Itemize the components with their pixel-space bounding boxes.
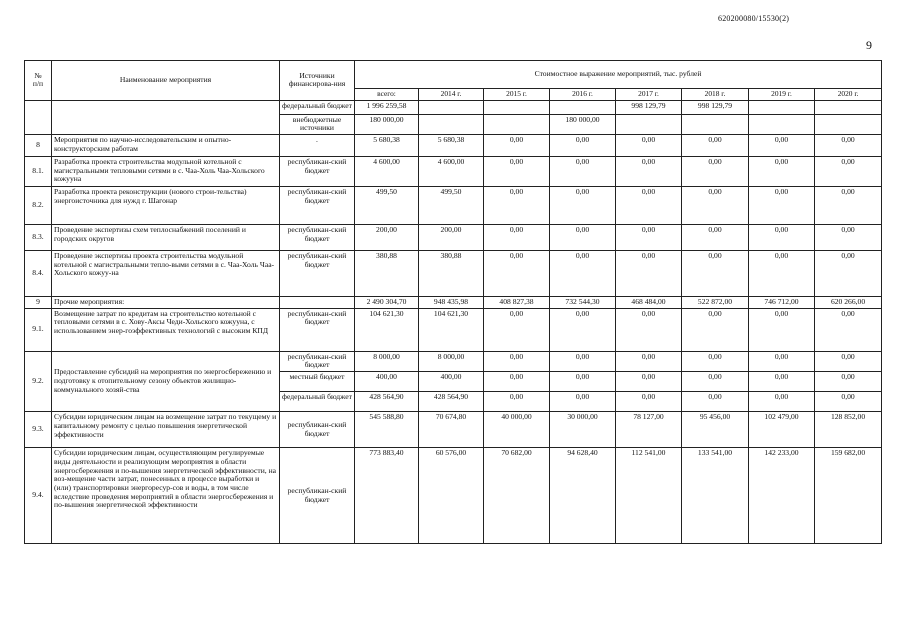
value-cell: 0,00: [815, 186, 882, 224]
value-cell: 0,00: [484, 224, 550, 250]
value-cell: 998 129,79: [616, 100, 682, 114]
value-cell: 128 852,00: [815, 412, 882, 448]
row-source: республикан-ский бюджет: [280, 448, 355, 544]
value-cell: 380,88: [419, 250, 484, 296]
value-cell: 102 479,00: [749, 412, 815, 448]
value-cell: 948 435,98: [419, 296, 484, 308]
table-row: [25, 156, 882, 186]
table-header-row: [25, 61, 882, 89]
value-cell: 746 712,00: [749, 296, 815, 308]
value-cell: 428 564,90: [419, 392, 484, 412]
value-cell: 545 588,80: [355, 412, 419, 448]
value-cell: 0,00: [682, 134, 749, 156]
row-source: республикан-ский бюджет: [280, 156, 355, 186]
value-cell: 200,00: [419, 224, 484, 250]
value-cell: 0,00: [749, 224, 815, 250]
table-row: [25, 224, 882, 250]
row-source: республикан-ский бюджет: [280, 186, 355, 224]
header-source: Источники финансирова-ния: [280, 61, 355, 101]
header-name: Наименование мероприятия: [52, 61, 280, 101]
row-num: 8.2.: [25, 186, 52, 224]
value-cell: 70 682,00: [484, 448, 550, 544]
value-cell: 0,00: [749, 351, 815, 371]
header-year-2017: 2017 г.: [616, 89, 682, 101]
value-cell: 0,00: [550, 351, 616, 371]
value-cell: 0,00: [749, 308, 815, 351]
value-cell: [419, 114, 484, 134]
header-year-2019: 2019 г.: [749, 89, 815, 101]
value-cell: 78 127,00: [616, 412, 682, 448]
value-cell: 1 996 259,58: [355, 100, 419, 114]
row-name: Проведение экспертизы схем теплоснабжений поселений и городских округов: [52, 224, 280, 250]
header-num: № п/п: [25, 61, 52, 101]
value-cell: 0,00: [682, 250, 749, 296]
row-name: Мероприятия по научно-исследовательским и опытно-конструкторским работам: [52, 134, 280, 156]
value-cell: 94 628,40: [550, 448, 616, 544]
value-cell: [419, 100, 484, 114]
value-cell: 0,00: [815, 134, 882, 156]
value-cell: 142 233,00: [749, 448, 815, 544]
value-cell: 0,00: [616, 308, 682, 351]
value-cell: 0,00: [749, 250, 815, 296]
table-row: [25, 186, 882, 224]
value-cell: 30 000,00: [550, 412, 616, 448]
value-cell: 400,00: [355, 372, 419, 392]
value-cell: 0,00: [815, 392, 882, 412]
value-cell: 0,00: [550, 392, 616, 412]
row-source: республикан-ский бюджет: [280, 308, 355, 351]
value-cell: 0,00: [682, 351, 749, 371]
value-cell: 0,00: [484, 392, 550, 412]
value-cell: 0,00: [616, 392, 682, 412]
value-cell: 0,00: [682, 372, 749, 392]
row-source: республикан-ский бюджет: [280, 224, 355, 250]
value-cell: 180 000,00: [355, 114, 419, 134]
value-cell: 0,00: [682, 224, 749, 250]
value-cell: 8 000,00: [355, 351, 419, 371]
value-cell: 104 621,30: [355, 308, 419, 351]
value-cell: 5 680,38: [355, 134, 419, 156]
row-num: 9: [25, 296, 52, 308]
row-num: 9.2.: [25, 351, 52, 411]
value-cell: 112 541,00: [616, 448, 682, 544]
row-source: федеральный бюджет: [280, 392, 355, 412]
value-cell: 0,00: [815, 351, 882, 371]
value-cell: 40 000,00: [484, 412, 550, 448]
table-row: [25, 296, 882, 308]
value-cell: 0,00: [749, 186, 815, 224]
value-cell: 133 541,00: [682, 448, 749, 544]
value-cell: [484, 100, 550, 114]
row-source: республикан-ский бюджет: [280, 351, 355, 371]
budget-table: [24, 60, 882, 544]
value-cell: 998 129,79: [682, 100, 749, 114]
value-cell: [749, 114, 815, 134]
value-cell: 0,00: [484, 372, 550, 392]
value-cell: 0,00: [484, 351, 550, 371]
value-cell: 0,00: [616, 186, 682, 224]
value-cell: 95 456,00: [682, 412, 749, 448]
value-cell: 0,00: [749, 134, 815, 156]
row-source: .: [280, 134, 355, 156]
value-cell: [815, 100, 882, 114]
value-cell: [616, 114, 682, 134]
page-number: 9: [866, 38, 872, 52]
row-name: Субсидии юридическим лицам, осуществляющим регулируемые виды деятельности и реализующим мероприятия в области энергосбережения и по-вышения энергетической эффективности, на воз-мещение части затрат, понесенных в процессе выработки и (или) транспортировки энергоресур-сов и воды, в том числе вследствие проведения мероприятий в области энергосбережения и по-вышения энергетической эффективности: [52, 448, 280, 544]
row-num: 8: [25, 134, 52, 156]
value-cell: 0,00: [616, 351, 682, 371]
row-name: Проведение экспертизы проекта строительства модульной котельной с магистральными тепло-выми сетями в с. Чаа-Холь Чаа-Хольского кожуу-на: [52, 250, 280, 296]
value-cell: 0,00: [749, 372, 815, 392]
header-year-2018: 2018 г.: [682, 89, 749, 101]
value-cell: 104 621,30: [419, 308, 484, 351]
row-name-cell: [52, 100, 280, 134]
table-row: [25, 250, 882, 296]
row-num: 9.4.: [25, 448, 52, 544]
value-cell: 0,00: [550, 224, 616, 250]
table-row: [25, 308, 882, 351]
value-cell: 60 576,00: [419, 448, 484, 544]
row-source: местный бюджет: [280, 372, 355, 392]
value-cell: 0,00: [815, 224, 882, 250]
row-source: внебюджетные источники: [280, 114, 355, 134]
value-cell: [749, 100, 815, 114]
row-num-cell: [25, 100, 52, 134]
value-cell: 0,00: [682, 308, 749, 351]
value-cell: 468 484,00: [616, 296, 682, 308]
value-cell: 0,00: [616, 134, 682, 156]
value-cell: 70 674,80: [419, 412, 484, 448]
value-cell: 0,00: [484, 156, 550, 186]
value-cell: 400,00: [419, 372, 484, 392]
row-name: Субсидии юридическим лицам на возмещение затрат по текущему и капитальному ремонту с целью повышения энергетической эффективности: [52, 412, 280, 448]
value-cell: 428 564,90: [355, 392, 419, 412]
value-cell: 0,00: [484, 186, 550, 224]
table-row: [25, 448, 882, 544]
document-number: 620200080/15530(2): [718, 14, 790, 23]
value-cell: 499,50: [419, 186, 484, 224]
value-cell: 0,00: [749, 392, 815, 412]
value-cell: 0,00: [616, 224, 682, 250]
header-year-2015: 2015 г.: [484, 89, 550, 101]
value-cell: 4 600,00: [355, 156, 419, 186]
value-cell: 0,00: [484, 308, 550, 351]
value-cell: 499,50: [355, 186, 419, 224]
table-row: [25, 412, 882, 448]
value-cell: 0,00: [682, 186, 749, 224]
value-cell: [484, 114, 550, 134]
value-cell: 0,00: [815, 372, 882, 392]
value-cell: [550, 100, 616, 114]
table-row: [25, 351, 882, 371]
row-name: Разработка проекта реконструкции (нового строи-тельства) энергоисточника для нужд г. Шагонар: [52, 186, 280, 224]
value-cell: 159 682,00: [815, 448, 882, 544]
value-cell: 0,00: [550, 156, 616, 186]
value-cell: 522 872,00: [682, 296, 749, 308]
header-cost: Стоимостное выражение мероприятий, тыс. рублей: [355, 61, 882, 89]
row-num: 8.3.: [25, 224, 52, 250]
value-cell: 0,00: [484, 250, 550, 296]
value-cell: 0,00: [682, 156, 749, 186]
value-cell: 200,00: [355, 224, 419, 250]
value-cell: 2 490 304,70: [355, 296, 419, 308]
row-num: 9.1.: [25, 308, 52, 351]
row-num: 8.1.: [25, 156, 52, 186]
row-source: республикан-ский бюджет: [280, 412, 355, 448]
value-cell: 0,00: [484, 134, 550, 156]
row-name: Предоставление субсидий на мероприятия по энергосбережению и подготовку к отопительному сезону объектов жилищно-коммунального хозяй-ства: [52, 351, 280, 411]
value-cell: 0,00: [815, 156, 882, 186]
row-name: Возмещение затрат по кредитам на строительство котельной с тепловыми сетями в с. Хову-Аксы Чеди-Хольского кожууна, с использованием энер-гоэффективных технологий с высоким КПД: [52, 308, 280, 351]
value-cell: 0,00: [815, 308, 882, 351]
value-cell: 4 600,00: [419, 156, 484, 186]
value-cell: 0,00: [550, 134, 616, 156]
value-cell: 620 266,00: [815, 296, 882, 308]
value-cell: 0,00: [550, 250, 616, 296]
value-cell: 8 000,00: [419, 351, 484, 371]
value-cell: 0,00: [616, 372, 682, 392]
table-row: [25, 134, 882, 156]
header-year-2016: 2016 г.: [550, 89, 616, 101]
value-cell: 0,00: [815, 250, 882, 296]
value-cell: 0,00: [550, 186, 616, 224]
row-name: Разработка проекта строительства модульной котельной с магистральными тепловыми сетями в с. Чаа-Холь Чаа-Хольского кожууна: [52, 156, 280, 186]
value-cell: 380,88: [355, 250, 419, 296]
row-source: федеральный бюджет: [280, 100, 355, 114]
header-year-2014: 2014 г.: [419, 89, 484, 101]
value-cell: [815, 114, 882, 134]
value-cell: 0,00: [550, 372, 616, 392]
value-cell: 180 000,00: [550, 114, 616, 134]
row-source: республикан-ский бюджет: [280, 250, 355, 296]
row-name: Прочие мероприятия:: [52, 296, 280, 308]
value-cell: 773 883,40: [355, 448, 419, 544]
value-cell: 0,00: [682, 392, 749, 412]
row-num: 9.3.: [25, 412, 52, 448]
header-total: всего:: [355, 89, 419, 101]
value-cell: [682, 114, 749, 134]
value-cell: 0,00: [550, 308, 616, 351]
value-cell: 5 680,38: [419, 134, 484, 156]
value-cell: 408 827,38: [484, 296, 550, 308]
value-cell: 732 544,30: [550, 296, 616, 308]
row-source: [280, 296, 355, 308]
value-cell: 0,00: [616, 250, 682, 296]
value-cell: 0,00: [749, 156, 815, 186]
row-num: 8.4.: [25, 250, 52, 296]
value-cell: 0,00: [616, 156, 682, 186]
table-row: [25, 100, 882, 114]
header-year-2020: 2020 г.: [815, 89, 882, 101]
